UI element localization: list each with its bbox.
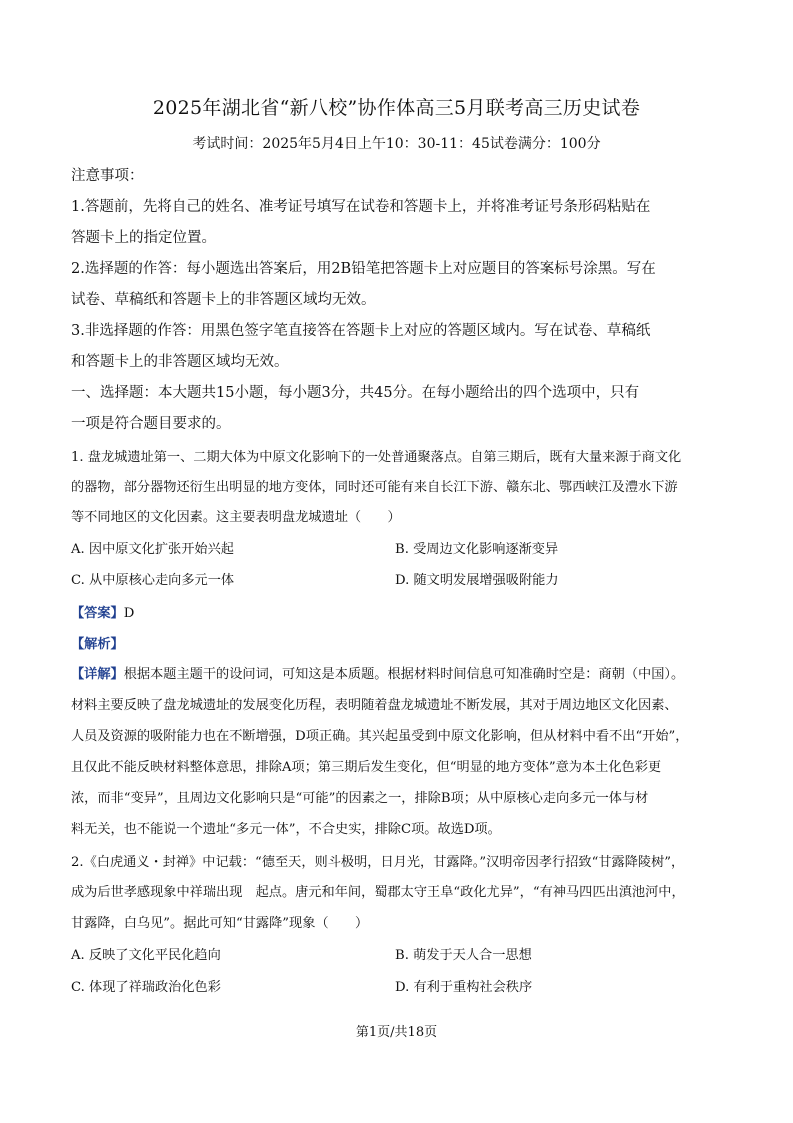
q1-detail-line: [71, 664, 731, 686]
q1-detail-line: 材料主要反映了盘龙城遗址的发展变化历程，表明随着盘龙城遗址不断发展，其对于周边地区文化因素、: [71, 698, 678, 713]
notice-line: 2.选择题的作答：每小题选出答案后，用2B铅笔把答题卡上对应题目的答案标号涂黑。写在: [71, 261, 656, 277]
answer-label: 【答案】: [71, 606, 124, 621]
notice-line: 试卷、草稿纸和答题卡上的非答题区域均无效。: [71, 292, 376, 308]
exam-time-info: 考试时间：2025年5月4日上午10：30-11：45试卷满分：100分: [192, 136, 601, 152]
notice-line: 3.非选择题的作答：用黑色签字笔直接答在答题卡上对应的答题区域内。写在试卷、草稿纸: [71, 323, 651, 339]
q1-stem-line: 等不同地区的文化因素。这主要表明盘龙城遗址（ ）: [71, 510, 401, 525]
section-heading: 一项是符合题目要求的。: [71, 416, 231, 432]
q1-detail-line: 人员及资源的吸附能力也在不断增强，D项正确。其兴起虽受到中原文化影响，但从材料中看不出“开始”，: [71, 729, 689, 744]
q1-option-d: D. 随文明发展增强吸附能力: [395, 573, 559, 588]
q1-detail-line: 且仅此不能反映材料整体意思，排除A项；第三期后发生变化，但“明显的地方变体”意为本土化色彩更: [71, 760, 662, 775]
notice-line: 1.答题前，先将自己的姓名、准考证号填写在试卷和答题卡上，并将准考证号条形码粘贴在: [71, 199, 651, 215]
detail-label: 【详解】: [71, 667, 124, 682]
q1-option-b: B. 受周边文化影响逐渐变异: [395, 542, 559, 557]
q2-option-d: D. 有利于重构社会秩序: [395, 980, 533, 995]
q2-stem-line: 2.《白虎通义・封禅》中记载：“德至天，则斗极明，日月光，甘露降。”汉明帝因孝行招致“甘露降陵树”，: [71, 855, 685, 870]
detail-text: 根据本题主题干的设问词，可知这是本质题。根据材料时间信息可知准确时空是：商朝（中国）。: [123, 667, 685, 682]
q2-option-a: A. 反映了文化平民化趋向: [71, 948, 221, 963]
q1-analysis-label: [71, 634, 731, 656]
q1-option-c: C. 从中原核心走向多元一体: [71, 573, 235, 588]
q2-option-b: B. 萌发于天人合一思想: [395, 948, 532, 963]
answer-value: D: [123, 606, 135, 621]
q1-detail-line: 料无关，也不能说一个遗址“多元一体”，不合史实，排除C项。故选D项。: [71, 822, 501, 837]
q2-stem-line: 成为后世孝感现象中祥瑞出现 起点。唐元和年间，蜀郡太守王阜“政化尤异”，“有神马四匹出滇池河中，: [71, 885, 685, 900]
exam-title: 2025年湖北省“新八校”协作体高三5月联考高三历史试卷: [152, 97, 641, 119]
section-heading: 一、选择题：本大题共15小题，每小题3分，共45分。在每小题给出的四个选项中，只有: [71, 385, 640, 401]
q1-option-a: A. 因中原文化扩张开始兴起: [71, 542, 234, 557]
notice-heading: 注意事项：: [71, 168, 144, 184]
q2-option-c: C. 体现了祥瑞政治化色彩: [71, 980, 221, 995]
analysis-label: 【解析】: [71, 637, 124, 652]
q1-answer: [71, 603, 731, 625]
q1-detail-line: 浓，而非“变异”，且周边文化影响只是“可能”的因素之一，排除B项；从中原核心走向多元一体与材: [71, 791, 649, 806]
q2-stem-line: 甘露降，白乌见”。据此可知“甘露降”现象（ ）: [71, 916, 369, 931]
notice-line: 和答题卡上的非答题区域均无效。: [71, 354, 289, 370]
q1-stem-line: 的器物，部分器物还衍生出明显的地方变体，同时还可能有来自长江下游、赣东北、鄂西峡江及澧水下游: [71, 480, 678, 495]
page-number: 第1页/共18页: [355, 1025, 438, 1040]
notice-line: 答题卡上的指定位置。: [71, 230, 216, 246]
q1-stem-line: 1. 盘龙城遗址第一、二期大体为中原文化影响下的一处普通聚落点。自第三期后，既有大量来源于商文化: [71, 450, 682, 465]
